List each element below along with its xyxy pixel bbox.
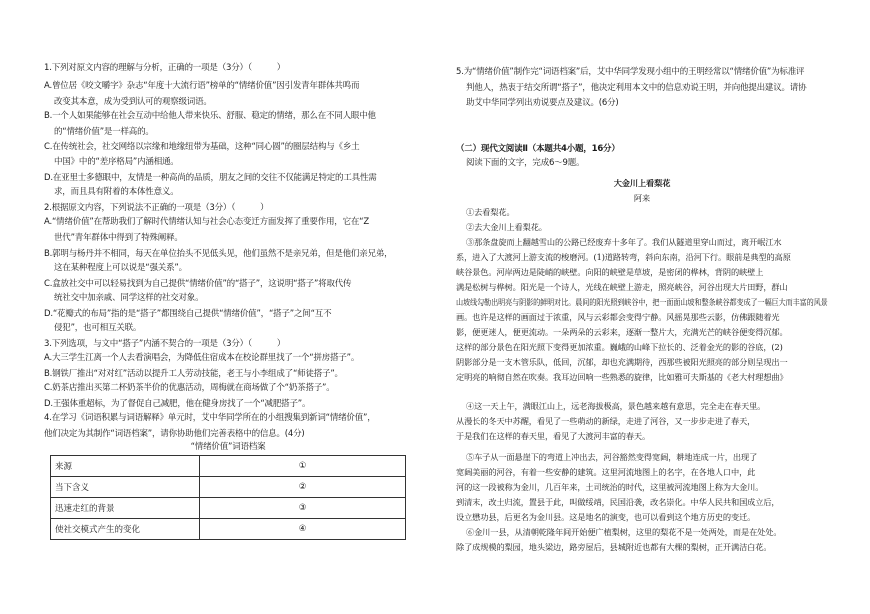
- article-paragraph-line: 除了成规模的梨园，地头梁边，路旁屋后，县城附近也都有大棵的梨树，正开满洁白花。: [456, 542, 772, 552]
- question5-line: 判他人，热衷于结交所谓“搭子”，他决定利用本文中的信息劝说王明，并向他提出建议。请协: [466, 83, 807, 93]
- question-line: B.郭明与杨丹并不相同，每天在单位抬头不见低头见，他们虽然不是亲兄弟，但是他们亲兄弟，: [44, 249, 393, 259]
- question-line: 中国》中的“差序格局”内涵相通。: [54, 157, 179, 167]
- question-line: 他们决定为其制作“词语档案”，请你协助他们完善表格中的信息。(4分): [44, 429, 305, 439]
- question-line: B.一个人如果能够在社会互动中给他人带来快乐、舒服、稳定的情绪，那么在不同人眼中他: [44, 111, 376, 121]
- question-line: C.在传统社会，社交网络以宗缘和地缘纽带为基础，这种“同心圆”的圈层结构与《乡土: [44, 142, 360, 152]
- article-paragraph-line: 于是我们在这样的春天里，看见了大渡河丰富的春天。: [456, 431, 651, 441]
- question-line: 改变其本意，成为受到认可的观察级词语。: [54, 97, 212, 107]
- article-paragraph-line: 这样的部分景色在阳光照下变得更加浓重。巍峨的山峰下拉长的、泛着金光的影的谷底，(2): [456, 342, 783, 352]
- question-line: 统社交中加亲戚、同学这样的社交对象。: [54, 293, 204, 303]
- question5-line: 5.为“情绪价值”制作完“词语档案”后，艾中华同学发现小组中的王明经常以“情绪价值”为标准评: [456, 67, 805, 77]
- article-paragraph-line: 到清末，改土归流，置县于此，叫做绥靖，民国沿袭，改名崇化。中华人民共和国成立后，: [456, 497, 780, 507]
- question-line: 世代”青年群体中得到了特殊阐释。: [54, 233, 183, 243]
- article-paragraph-line: ⑤车子从一面悬崖下的弯道上冲出去，河谷豁然变得宽阔，耕地连成一片，出现了: [466, 452, 758, 462]
- article-title: 大金川上看梨花: [613, 178, 671, 188]
- article-paragraph-line: 系，进入了大渡河上游支流的梭磨河。(1)道路转弯，斜向东南，沿河下行。眼前是典型的高原: [456, 252, 791, 262]
- table-row-label: 迅速走红的背景: [51, 498, 200, 519]
- question-line: A.大三学生江离一个人去看演唱会，为降低住宿成本在校论群里找了一个“拼房搭子”。: [44, 353, 360, 363]
- article-paragraph-line: 宽阔美丽的河谷，有着一些安静的建筑。这里河流地图上的名字，在各地人口中，此: [456, 467, 756, 477]
- vocabulary-archive-table: [50, 455, 406, 540]
- table-answer-cell[interactable]: ①: [200, 456, 406, 477]
- question5-line: 助艾中华同学列出劝说要点及建议。(6分): [466, 98, 619, 108]
- question-line: D.“花瓣式的布局”指的是“搭子”都围绕自己提供“情绪价值”，“搭子”之间“互不: [44, 309, 332, 319]
- article-paragraph-line: ⑥金川一县，从清朝乾隆年间开始便广植梨树，这里的梨花不是一处两处，而是在处处。: [466, 527, 782, 537]
- table-row-label: 使社交模式产生的变化: [51, 519, 200, 540]
- question-line: 这在某种程度上可以说是“强关系”。: [54, 263, 187, 273]
- table-row: [51, 477, 406, 498]
- question-line: D.王强体重超标，为了督促自己减肥，他在健身房找了一个“减肥搭子”。: [44, 399, 311, 409]
- article-paragraph-line: 定明亮的响彻自然在吹奏。我耳边回响一些熟悉的旋律，比如雅可夫斯基的《老大村理想曲》: [456, 372, 788, 382]
- question-line: 侵犯”，也可相互关联。: [54, 323, 142, 333]
- table-row-label: 当下含义: [51, 477, 200, 498]
- article-paragraph-line: 从漫长的冬天中苏醒，看见了一些萌动的新绿，走进了河谷，又一步步走进了春天，: [456, 416, 756, 426]
- article-paragraph-line: ③那条盘旋而上翻越雪山的公路已经废弃十多年了。我们从隧道里穿山而过，离开岷江水: [466, 237, 782, 247]
- article-paragraph-line: 河的这一段被称为金川，几百年来，土司统治的时代，这里被河流地图上称为大金川。: [456, 482, 764, 492]
- question-line: 3.下列选项，与文中“搭子”内涵不契合的一项是（3分）（ ）: [44, 339, 286, 349]
- article-paragraph-line: 阴影部分是一支木管乐队，低回，沉郁，却也充满期待，西那些被阳光照亮的部分则呈现出一: [456, 357, 788, 367]
- article-paragraph-line: 峡谷景色。河岸两边是陡峭的峡壁。向阳的峡壁是草坡，是密闭的桦林，背阴的峡壁上: [456, 267, 764, 277]
- table-row: [51, 519, 406, 540]
- question-line: 求，而且具有附着的本体性意义。: [54, 187, 179, 197]
- article-paragraph-line: 设立懋功县，后更名为金川县。这是地名的演变，也可以看到这个地方历史的变迁。: [456, 512, 756, 522]
- article-paragraph-line: ④这一天上午，满眼江山上，远老海拔极高，景色越来越有意思，完全走在春天里。: [466, 401, 766, 411]
- article-paragraph-line: ②去大金川上看梨花。: [466, 222, 547, 232]
- question-line: 1.下列对原文内容的理解与分析，正确的一项是（3分）（ ）: [44, 63, 286, 73]
- question-line: C.奶茶店推出买第二杯奶茶半价的优惠活动，周梅就在商场做了个“奶茶搭子”。: [44, 383, 335, 393]
- table-answer-cell[interactable]: ②: [200, 477, 406, 498]
- section-title: （二）现代文阅读Ⅱ（本题共4小题，16分）: [456, 144, 620, 154]
- reading-instruction: 阅读下面的文字，完成6～9题。: [466, 158, 585, 168]
- question-line: D.在亚里士多德眼中，友情是一种高尚的品质，朋友之间的交往不仅能满足特定的工具性需: [44, 173, 377, 183]
- article-paragraph-line: 影，便更迷人，便更流动。一朵两朵的云彩来，逐渐一整片大，充满光芒的峡谷便变得沉郁。: [456, 327, 788, 337]
- article-paragraph-line: 山坡线勾勒出明亮与阴影的鲜明对比。晨间的阳光照到峡谷中，把一面面山坡和整条峡谷都变成了一幅巨大而丰富的风景: [456, 297, 828, 307]
- article-paragraph-line: 满是松树与桦树。阳光是一个诗人，光线在峡壁上游走，照亮峡谷，河谷出现大片田野，群山: [456, 282, 788, 292]
- table-answer-cell[interactable]: ③: [200, 498, 406, 519]
- table-row: [51, 498, 406, 519]
- question-line: 4.在学习《词语积累与词语解释》单元时，艾中华同学所在的小组搜集到新词“情绪价值”，: [44, 413, 376, 423]
- question-line: B.钢铁厂推出“对对红”活动以提升工人劳动技能，老王与小李组成了“师徒搭子”。: [44, 369, 343, 379]
- article-author: 阿来: [633, 193, 651, 203]
- article-paragraph-line: 画。也许是这样的画面过于浓重，风与云彩都会变得宁静。风摇晃那些云影，仿佛跟随着光: [456, 312, 780, 322]
- article-paragraph-line: ①去看梨花。: [466, 207, 515, 217]
- question-line: C.盒放社交中可以轻易找到为自己提供“情绪价值”的“搭子”，这说明“搭子”将取代传: [44, 279, 352, 289]
- table-row-label: 来源: [51, 456, 200, 477]
- table-caption: “情绪价值”词语档案: [190, 442, 266, 452]
- question-line: A.曾位居《咬文嚼字》杂志“年度十大流行语”榜单的“情绪价值”因引发青年群体共鸣而: [44, 81, 360, 91]
- question-line: 的“情绪价值”是一样高的。: [54, 127, 154, 137]
- table-row: [51, 456, 406, 477]
- question-line: A.“情绪价值”在帮助我们了解时代情绪认知与社会心态变迁方面发挥了重要作用，它在“Z: [44, 217, 370, 227]
- table-answer-cell[interactable]: ④: [200, 519, 406, 540]
- question-line: 2.根据原文内容，下列说法不正确的一项是（3分）（ ）: [44, 203, 269, 213]
